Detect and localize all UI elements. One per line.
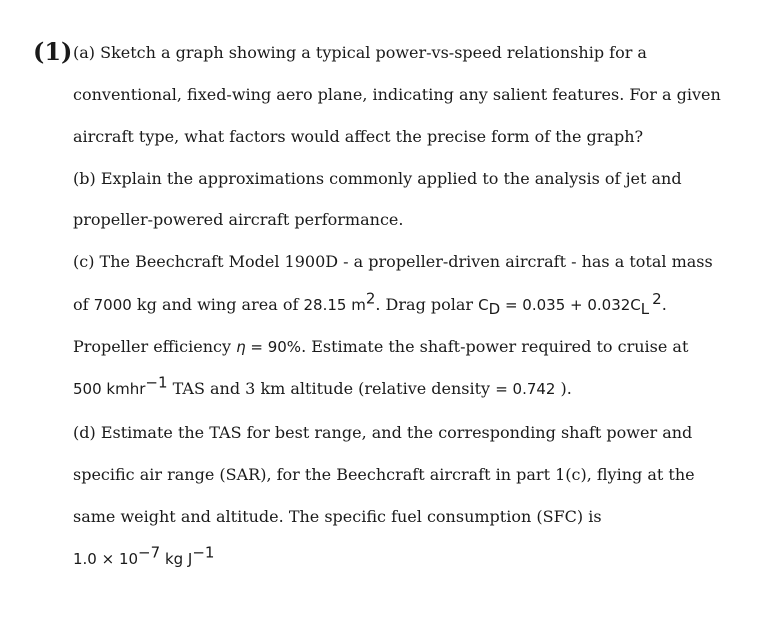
- area-value: 28.15: [303, 296, 347, 314]
- question-line-3: aircraft type, what factors would affect the precise form of the graph?: [73, 127, 644, 146]
- sfc-base: 1.0 × 10: [73, 550, 139, 568]
- question-line-1: (a) Sketch a graph showing a typical power-vs-speed relationship for a: [73, 43, 647, 62]
- question-line-10: (d) Estimate the TAS for best range, and the corresponding shaft power and: [73, 423, 693, 442]
- sfc-exponent: −7: [138, 543, 161, 562]
- cl-exponent: 2: [652, 289, 662, 308]
- question-line-6: (c) The Beechcraft Model 1900D - a propeller-driven aircraft - has a total mass: [73, 252, 713, 271]
- question-line-11: specific air range (SAR), for the Beechcraft aircraft in part 1(c), flying at the: [73, 465, 695, 484]
- question-line-7: [73, 285, 667, 325]
- sfc-expression: [73, 539, 214, 579]
- speed-unit: kmhr: [101, 380, 146, 398]
- sfc-unit: kg J: [160, 550, 193, 568]
- altitude-text: TAS and 3 km altitude (relative density: [167, 379, 496, 398]
- question-line-9: [73, 369, 572, 409]
- density-value: = 0.742: [495, 380, 556, 398]
- cd-subscript: D: [488, 300, 501, 319]
- sfc-unit-exponent: −1: [192, 543, 215, 562]
- eta-prefix: Propeller efficiency: [73, 337, 237, 356]
- cl-subscript: L: [640, 300, 650, 319]
- mass-mid-text: kg and wing area of: [131, 295, 304, 314]
- question-line-5: propeller-powered aircraft performance.: [73, 210, 404, 229]
- drag-label: . Drag polar: [375, 295, 479, 314]
- eta-value: = 90%: [245, 338, 302, 356]
- line7-end: .: [661, 295, 667, 314]
- mass-prefix: of: [73, 295, 94, 314]
- line9-end: ).: [555, 379, 572, 398]
- speed-value: 500: [73, 380, 102, 398]
- question-line-8: [73, 327, 688, 367]
- cd-symbol: C: [478, 296, 489, 314]
- question-line-12: same weight and altitude. The specific fuel consumption (SFC) is: [73, 507, 602, 526]
- area-exponent: 2: [365, 289, 376, 308]
- eta-symbol: η: [236, 338, 246, 356]
- mass-value: 7000: [93, 296, 132, 314]
- eta-suffix: . Estimate the shaft-power required to cruise at: [301, 337, 689, 356]
- question-line-4: (b) Explain the approximations commonly applied to the analysis of jet and: [73, 169, 682, 188]
- drag-equation: = 0.035 + 0.032: [500, 296, 631, 314]
- question-line-2: conventional, fixed-wing aero plane, indicating any salient features. For a given: [73, 85, 721, 104]
- speed-exponent: −1: [145, 373, 168, 392]
- cl-symbol: C: [630, 296, 641, 314]
- question-number: (1): [33, 37, 73, 66]
- area-unit: m: [346, 296, 366, 314]
